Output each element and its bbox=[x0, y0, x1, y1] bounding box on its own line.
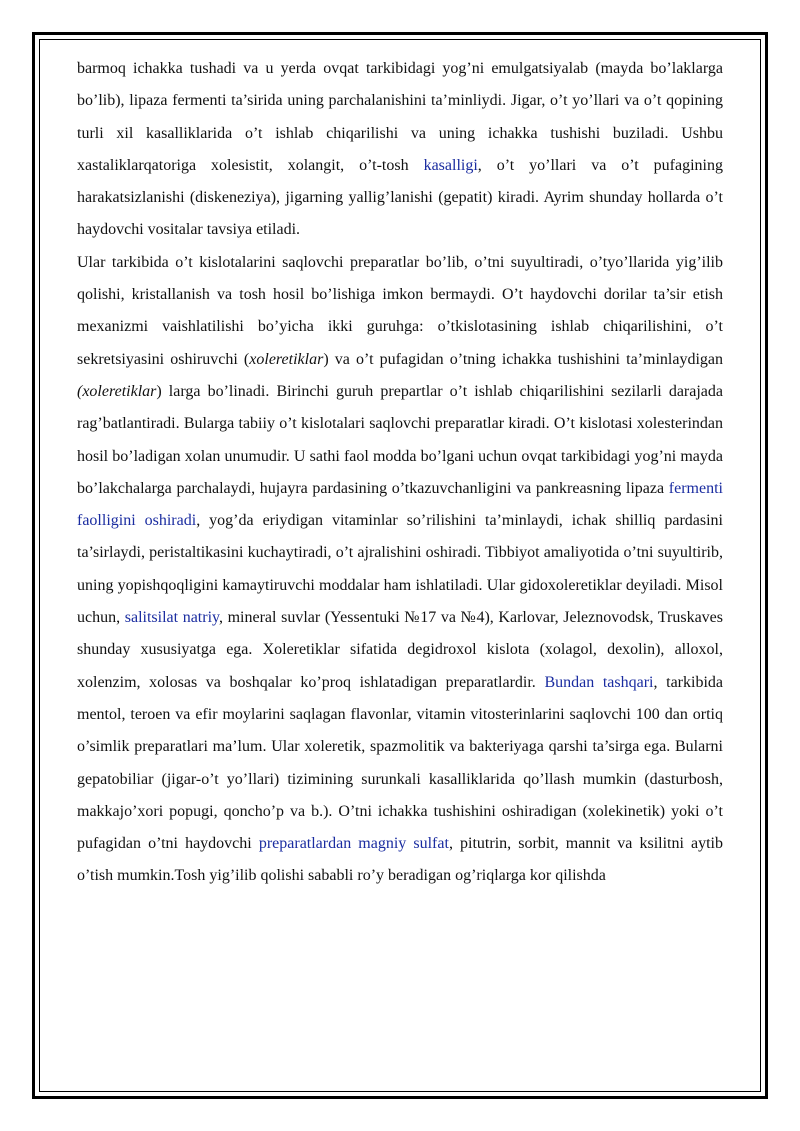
text-run: , pitutrin, sorbit, mannit va ksilitni aytib o’tish mumkin.Tosh yig’ilib qolishi sababli ro’y beradigan og’riqlarga kor qilishda bbox=[77, 835, 724, 885]
paragraph-2 bbox=[77, 247, 723, 893]
hyperlink-magniy-sulfat[interactable]: preparatlardan magniy sulfat bbox=[258, 835, 449, 853]
text-run: , yog’da eriydigan vitaminlar so’rilishini ta’minlaydi, ichak shilliq pardasini ta’sirlaydi, peristaltikasini kuchaytiradi, o’t ajralishini oshiradi. Tibbiyot amaliyotida o’tni suyultirib, uning yopishqoqligini kamaytiruvchi moddalar ham ishlatiladi. Ular gidoxoleretiklar deyiladi. Misol uchun, bbox=[77, 512, 724, 627]
hyperlink-fermenti-faolligini-oshiradi[interactable]: fermenti faolligini oshiradi bbox=[77, 479, 723, 530]
hyperlink-salitsilat-natriy[interactable]: salitsilat natriy bbox=[124, 609, 219, 627]
hyperlink-kasalligi[interactable]: kasalligi bbox=[423, 156, 478, 174]
paragraph-1 bbox=[77, 53, 723, 247]
document-body bbox=[77, 53, 723, 893]
hyperlink-bundan-tashqari[interactable]: Bundan tashqari bbox=[544, 673, 654, 691]
text-run: barmoq ichakka tushadi va u yerda ovqat tarkibidagi yog’ni emulgatsiyalab (mayda bo’laklarga bo’lib), lipaza fermenti ta’sirida uning parchalanishini ta’minliydi. Jigar, o’t yo’llari va o’t qopining turli xil kasalliklarida o’t ishlab chiqarilishi va uning ichakka tushishi buziladi. Ushbu xastaliklarqatoriga xolesistit, xolangit, o’t-tosh bbox=[77, 60, 723, 174]
text-run: , mineral suvlar (Yessentuki №17 va №4), Karlovar, Jeleznovodsk, Truskaves shunday xususiyatga ega. Xoleretiklar sifatida degidroxol kislota (xolagol, dexolin), alloxol, xolenzim, xolosas va boshqalar ko’proq ishlatadigan preparatlardir. bbox=[77, 609, 723, 691]
italic-term: (xoleretiklar bbox=[77, 382, 157, 400]
text-run: Ular tarkibida o’t kislotalarini saqlovchi preparatlar bo’lib, o’tni suyultiradi, o’tyo’llarida yig’ilib qolishi, kristallanish va tosh hosil bo’lishiga imkon bermaydi. O’t haydovchi dorilar ta’sir etish mexanizmi vaishlatilishi bo’yicha ikki guruhga: o’tkislotasining ishlab chiqarilishini, o’t sekretsiyasini oshiruvchi ( bbox=[77, 253, 723, 368]
text-run: , tarkibida mentol, teroen va efir moylarini saqlagan flavonlar, vitamin vitosterinlarini saqlovchi 100 dan ortiq o’simlik preparatlari ma’lum. Ular xoleretik, spazmolitik va bakteriyaga qarshi ta’sirga ega. Bularni gepatobiliar (jigar-o’t yo’llari) tizimining surunkali kasalliklarida qo’llash mumkin (dasturbosh, makkajo’xori popugi, qoncho’p va b.). O’tni ichakka tushishini oshiradigan (xolekinetik) yoki o’t pufagidan o’tni haydovchi bbox=[77, 673, 724, 853]
text-run: ) larga bo’linadi. Birinchi guruh prepartlar o’t ishlab chiqarilishini sezilarli darajada rag’batlantiradi. Bularga tabiiy o’t kislotalari saqlovchi preparatlar kiradi. O’t kislotasi xolesterindan hosil bo’ladigan xolan unumudir. U sathi faol modda bo’lgani uchun ovqat tarkibidagi yog’ni mayda bo’lakchalarga parchalaydi, hujayra pardasining o’tkazuvchanligini va pankreasning lipaza bbox=[77, 382, 723, 497]
italic-term: xoleretiklar bbox=[249, 350, 324, 368]
text-run: , o’t yo’llari va o’t pufagining harakatsizlanishi (diskeneziya), jigarning yallig’lanishi (gepatit) kiradi. Ayrim shunday hollarda o’t haydovchi vositalar tavsiya etiladi. bbox=[77, 156, 724, 239]
text-run: ) va o’t pufagidan o’tning ichakka tushishini ta’minlaydigan bbox=[323, 350, 723, 368]
